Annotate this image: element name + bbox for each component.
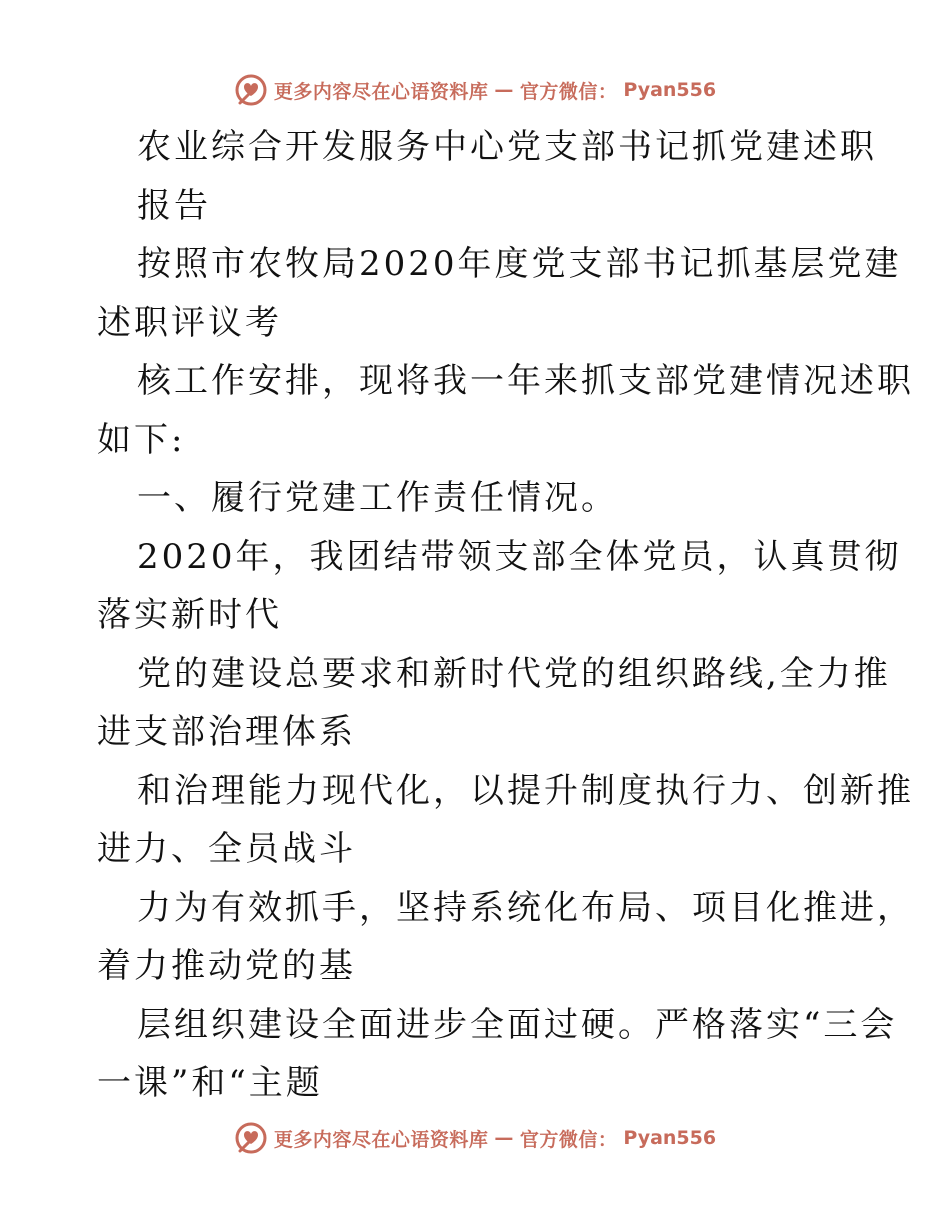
paragraph-line: 2020年，我团结带领支部全体党员，认真贯彻 (137, 536, 902, 577)
heart-pen-icon (234, 73, 268, 107)
paragraph-line: 一课”和“主题 (97, 1063, 323, 1103)
watermark-wechat-label: 官方微信： (519, 1128, 618, 1151)
watermark-prefix: 更多内容尽在心语资料库 (273, 80, 489, 103)
paragraph-line: 层组织建设全面进步全面过硬。严格落实“三会 (137, 1004, 898, 1045)
paragraph-line: 落实新时代 (97, 595, 282, 635)
paragraph-line: 着力推动党的基 (97, 946, 356, 986)
paragraph-line: 党的建设总要求和新时代党的组织路线,全力推 (137, 653, 891, 694)
paragraph-line: 核工作安排，现将我一年来抓支部党建情况述职 (137, 361, 914, 401)
paragraph-line: 按照市农牧局2020年度党支部书记抓基层党建 (137, 244, 902, 284)
watermark-dash: — (494, 1127, 514, 1149)
watermark-footer (0, 1118, 950, 1158)
heart-pen-icon (234, 1121, 268, 1155)
section-heading: 一、履行党建工作责任情况。 (137, 478, 618, 518)
document-body (97, 118, 914, 1113)
paragraph-line: 和治理能力现代化，以提升制度执行力、创新推 (137, 770, 914, 811)
watermark-wechat-label: 官方微信： (519, 80, 618, 103)
title-line-1: 农业综合开发服务中心党支部书记抓党建述职 (137, 127, 877, 167)
paragraph-line: 如下: (97, 419, 186, 460)
watermark-dash: — (494, 79, 514, 101)
paragraph-line: 力为有效抓手，坚持系统化布局、项目化推进， (137, 887, 914, 928)
watermark-wechat-id: Pyan556 (623, 1127, 717, 1149)
paragraph-line: 述职评议考 (97, 302, 282, 343)
watermark-wechat-id: Pyan556 (623, 79, 717, 101)
watermark-prefix: 更多内容尽在心语资料库 (273, 1128, 489, 1151)
paragraph-line: 进支部治理体系 (97, 712, 356, 752)
watermark-header (0, 70, 950, 110)
paragraph-line: 进力、全员战斗 (97, 829, 356, 869)
title-line-2: 报告 (137, 185, 211, 226)
